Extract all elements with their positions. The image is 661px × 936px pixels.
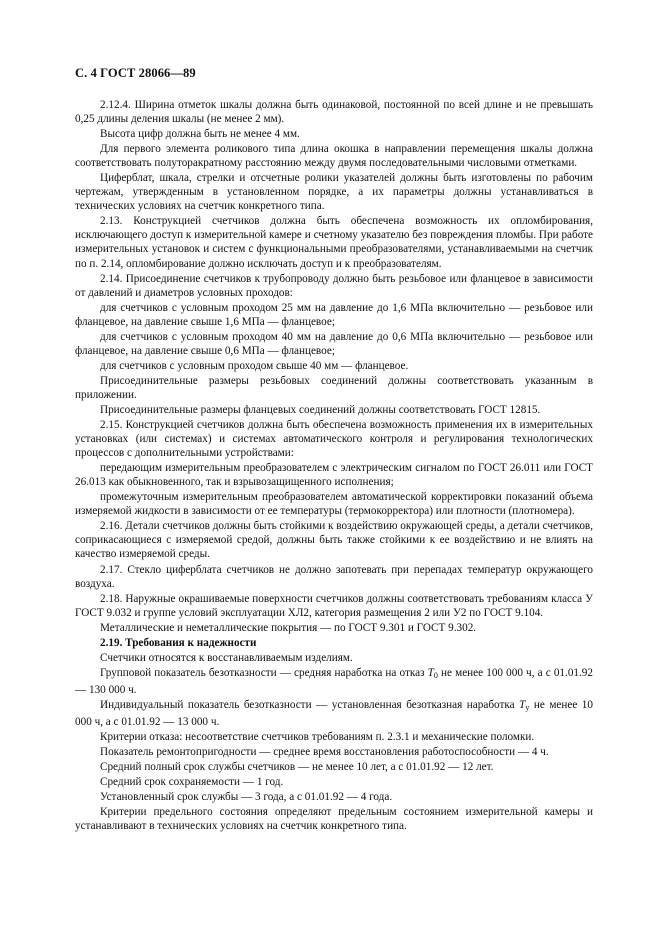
text: Индивидуальный показатель безотказности — установленная безотказная наработка	[100, 698, 520, 711]
symbol: T	[427, 666, 434, 679]
document-body	[75, 98, 593, 834]
paragraph-2-12-4: 2.12.4. Ширина отметок шкалы должна быть одинаковой, постоянной по всей длине и не превышать 0,25 длины деления шкалы (не менее 2 мм).	[75, 99, 593, 126]
paragraph-2-18: 2.18. Наружные окрашиваемые поверхности счетчиков должны соответствовать требованиям класса У ГОСТ 9.032 и группе условий эксплуатации ХЛ2, категория размещения 2 или У2 по ГОСТ 9.104.	[75, 592, 593, 619]
paragraph-individual-indicator	[75, 698, 593, 729]
list-item: для счетчиков с условным проходом 40 мм на давление до 0,6 МПа включительно — резьбовое или фланцевое, на давление свыше 0,6 МПа — фланцевое;	[75, 330, 593, 357]
list-item: для счетчиков с условным проходом свыше 40 мм — фланцевое.	[100, 359, 409, 372]
paragraph: Счетчики относятся к восстанавливаемым изделиям.	[100, 651, 353, 664]
paragraph-2-14: 2.14. Присоединение счетчиков к трубопроводу должно быть резьбовое или фланцевое в зависимости от давлений и диаметров условных проходов:	[75, 272, 593, 299]
list-item: передающим измерительным преобразователем с электрическим сигналом по ГОСТ 26.011 или ГОСТ 26.013 как обыкновенного, так и взрывозащищенного исполнения;	[75, 462, 593, 489]
symbol: T	[519, 698, 526, 711]
page-header: С. 4 ГОСТ 28066—89	[75, 66, 196, 80]
paragraph: Циферблат, шкала, стрелки и отсчетные ролики указателей должны быть изготовлены по рабочим чертежам, утвержденным в установленном порядке, а их параметры должны устанавливаться в технических условиях на счетчик конкретного типа.	[75, 172, 593, 213]
paragraph: Для первого элемента роликового типа длина окошка в направлении перемещения шкалы должна соответствовать полуторакратному расстоянию между двумя последовательными числовыми отметками.	[75, 143, 593, 170]
paragraph-2-16: 2.16. Детали счетчиков должны быть стойкими к воздействию окружающей среды, а детали счетчиков, соприкасающиеся с измеряемой средой, должны быть также стойкими к ее воздействию и не влиять на качество измеряемой среды.	[75, 520, 594, 561]
subscript: 0	[433, 670, 438, 680]
paragraph-group-indicator	[75, 666, 593, 697]
paragraph: Показатель ремонтопригодности — среднее время восстановления работоспособности — 4 ч.	[100, 746, 549, 759]
paragraph: Средний полный срок службы счетчиков — не менее 10 лет, а с 01.01.92 — 12 лет.	[100, 761, 494, 774]
paragraph-2-17: 2.17. Стекло циферблата счетчиков не должно запотевать при перепадах температур окружающего воздуха.	[75, 563, 593, 590]
paragraph: Средний срок сохраняемости — 1 год.	[100, 776, 284, 789]
text: не менее 100 000 ч, а с 01.01.92 — 130 000 ч.	[75, 666, 593, 696]
paragraph: Критерии отказа: несоответствие счетчиков требованиям п. 2.3.1 и механические поломки.	[100, 731, 535, 744]
subscript: у	[525, 702, 530, 712]
paragraph: Критерии предельного состояния определяют предельным состоянием измерительной камеры и устанавливают в технических условиях на счетчик конкретного типа.	[75, 806, 593, 833]
paragraph: Высота цифр должна быть не менее 4 мм.	[100, 128, 300, 141]
list-item: промежуточным измерительным преобразователем автоматической корректировки показаний объема измеряемой жидкости в зависимости от ее температуры (термокорректора) или плотности (плотномера).	[75, 491, 593, 518]
paragraph: Присоединительные размеры фланцевых соединений должны соответствовать ГОСТ 12815.	[100, 403, 541, 416]
paragraph: Металлические и неметаллические покрытия — по ГОСТ 9.301 и ГОСТ 9.302.	[100, 621, 477, 634]
section-title-2-19: 2.19. Требования к надежности	[100, 636, 257, 649]
paragraph: Установленный срок службы — 3 года, а с 01.01.92 — 4 года.	[100, 791, 393, 804]
text: Групповой показатель безотказности — средняя наработка на отказ	[100, 666, 428, 679]
paragraph-2-13: 2.13. Конструкцией счетчиков должна быть обеспечена возможность их опломбирования, исключающего доступ к измерительной камере и счетному указателю без повреждения пломбы. При работе измерительных установок и систем с функциональными преобразователями, устанавливаемыми на счетчик по п. 2.14, опломбирование должно исключать доступ и к преобразователям.	[75, 215, 593, 270]
paragraph: Присоединительные размеры резьбовых соединений должны соответствовать указанным в приложении.	[75, 374, 593, 401]
list-item: для счетчиков с условным проходом 25 мм на давление до 1,6 МПа включительно — резьбовое или фланцевое, на давление свыше 1,6 МПа — фланцевое;	[75, 301, 593, 328]
paragraph-2-15: 2.15. Конструкцией счетчиков должна быть обеспечена возможность применения их в измерительных установках (или системах) и системах автоматического контроля и регулирования технологических процессов с дополнительными устройствами:	[75, 419, 593, 460]
text: не менее 10 000 ч, а с 01.01.92 — 13 000 ч.	[75, 698, 593, 728]
